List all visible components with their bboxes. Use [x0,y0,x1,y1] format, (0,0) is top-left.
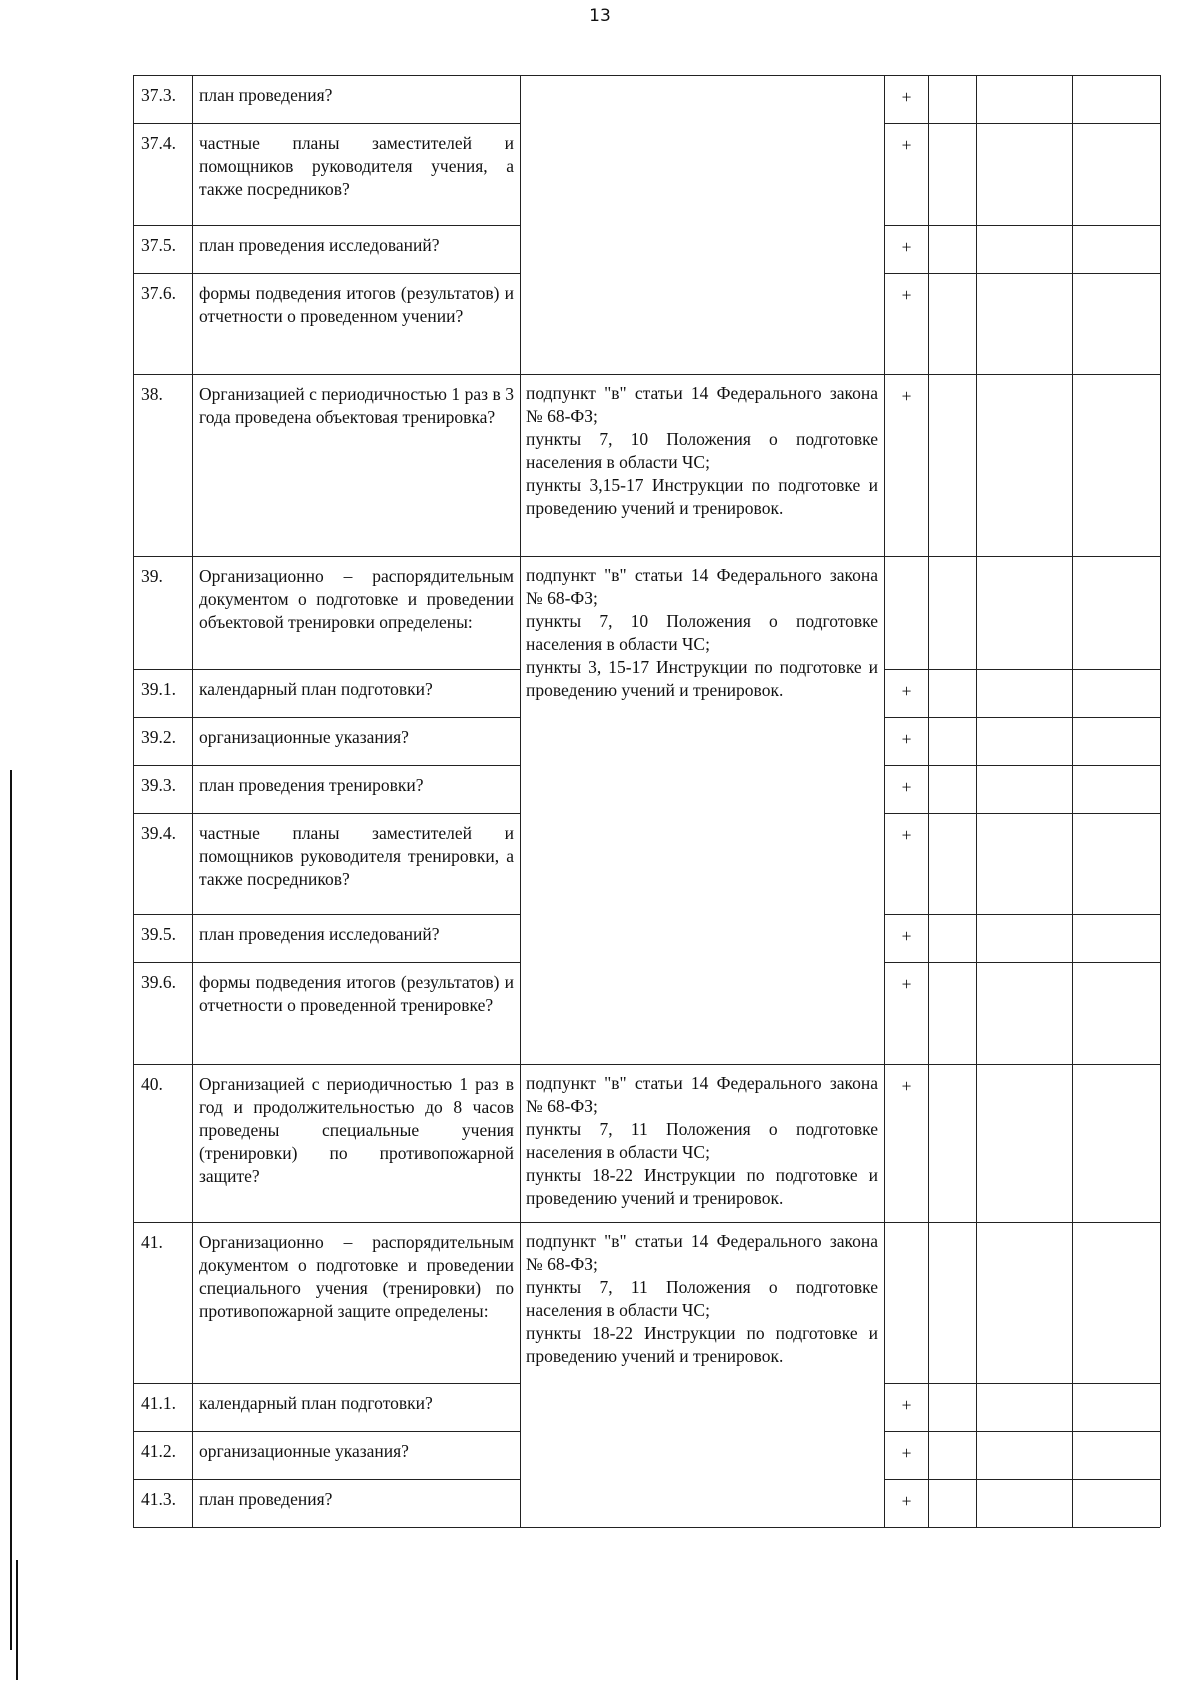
page-number: 13 [589,6,611,26]
row-question: частные планы заместителей и помощников руководителя тренировки, а также посредников? [192,813,520,914]
empty-cell [1072,273,1160,374]
legal-basis-line: подпункт "в" статьи 14 Федерального закона № 68-ФЗ; [526,1073,878,1116]
empty-cell [928,669,976,717]
empty-cell [976,1222,1072,1383]
legal-basis-text [526,1072,878,1210]
row-mark: + [884,1479,928,1527]
row-question: Организационно – распорядительным документом о подготовке и проведении специального учения (тренировки) по противопожарной защите определены: [192,1222,520,1383]
empty-cell [1072,1383,1160,1431]
legal-basis-line: пункты 7, 10 Положения о подготовке населения в области ЧС; [526,429,878,472]
legal-basis-line: подпункт "в" статьи 14 Федерального закона № 68-ФЗ; [526,565,878,608]
row-question: план проведения? [192,1479,520,1527]
empty-cell [976,914,1072,962]
empty-cell [928,765,976,813]
legal-basis-line: пункты 3, 15-17 Инструкции по подготовке и проведению учений и тренировок. [526,657,878,700]
legal-basis-line: подпункт "в" статьи 14 Федерального закона № 68-ФЗ; [526,1231,878,1274]
empty-cell [976,273,1072,374]
empty-cell [976,123,1072,225]
empty-cell [1072,1479,1160,1527]
empty-cell [1072,962,1160,1064]
empty-cell [928,962,976,1064]
basis-separator [520,1222,884,1223]
legal-basis-text [526,1230,878,1368]
empty-cell [1072,374,1160,556]
empty-cell [928,374,976,556]
basis-separator [520,75,884,76]
legal-basis-line: пункты 18-22 Инструкции по подготовке и проведению учений и тренировок. [526,1165,878,1208]
row-number: 37.3. [133,75,192,123]
legal-basis-text [526,564,878,702]
row-mark: + [884,1431,928,1479]
row-mark: + [884,669,928,717]
legal-basis-line: подпункт "в" статьи 14 Федерального закона № 68-ФЗ; [526,383,878,426]
empty-cell [928,556,976,669]
row-mark: + [884,765,928,813]
row-number: 41.2. [133,1431,192,1479]
row-number: 39. [133,556,192,669]
empty-cell [928,273,976,374]
row-mark: + [884,813,928,914]
row-mark: + [884,914,928,962]
row-mark: + [884,1064,928,1222]
empty-cell [928,813,976,914]
row-mark [884,556,928,669]
empty-cell [928,1064,976,1222]
empty-cell [928,123,976,225]
empty-cell [976,225,1072,273]
row-number: 39.3. [133,765,192,813]
row-question: план проведения исследований? [192,914,520,962]
row-mark: + [884,1383,928,1431]
empty-cell [976,1383,1072,1431]
empty-cell [1072,717,1160,765]
row-question: формы подведения итогов (результатов) и отчетности о проведенном учении? [192,273,520,374]
row-mark [884,1222,928,1383]
row-question: организационные указания? [192,717,520,765]
row-mark: + [884,225,928,273]
legal-basis-line: пункты 3,15-17 Инструкции по подготовке и проведению учений и тренировок. [526,475,878,518]
row-mark: + [884,962,928,1064]
empty-cell [928,75,976,123]
row-number: 37.6. [133,273,192,374]
empty-cell [1072,669,1160,717]
empty-cell [976,556,1072,669]
empty-cell [976,374,1072,556]
empty-cell [1072,813,1160,914]
table-bottom-border [133,1527,1160,1528]
row-question: Организацией с периодичностью 1 раз в 3 года проведена объектовая тренировка? [192,374,520,556]
row-question: формы подведения итогов (результатов) и отчетности о проведенной тренировке? [192,962,520,1064]
empty-cell [1072,556,1160,669]
scan-artifact-line [10,770,12,1650]
row-question: Организационно – распорядительным документом о подготовке и проведении объектовой тренировки определены: [192,556,520,669]
empty-cell [928,225,976,273]
basis-left-border [520,75,521,1527]
empty-cell [976,669,1072,717]
empty-cell [1072,75,1160,123]
row-number: 39.5. [133,914,192,962]
row-mark: + [884,273,928,374]
row-mark: + [884,374,928,556]
row-number: 38. [133,374,192,556]
empty-cell [976,813,1072,914]
row-number: 41. [133,1222,192,1383]
empty-cell [928,717,976,765]
empty-cell [928,1222,976,1383]
row-number: 37.4. [133,123,192,225]
row-question: Организацией с периодичностью 1 раз в год и продолжительностью до 8 часов проведены специальные учения (тренировки) по противопожарной защите? [192,1064,520,1222]
row-question: календарный план подготовки? [192,669,520,717]
row-mark: + [884,123,928,225]
empty-cell [976,75,1072,123]
row-question: план проведения исследований? [192,225,520,273]
basis-separator [520,556,884,557]
empty-cell [976,1431,1072,1479]
row-mark: + [884,75,928,123]
empty-cell [928,1383,976,1431]
basis-separator [520,374,884,375]
empty-cell [1072,1064,1160,1222]
empty-cell [976,1479,1072,1527]
row-number: 39.2. [133,717,192,765]
table-right-border [1160,75,1161,1527]
empty-cell [928,914,976,962]
empty-cell [928,1479,976,1527]
row-number: 40. [133,1064,192,1222]
empty-cell [1072,1222,1160,1383]
row-question: план проведения? [192,75,520,123]
empty-cell [1072,914,1160,962]
legal-basis-line: пункты 7, 11 Положения о подготовке населения в области ЧС; [526,1119,878,1162]
row-number: 39.6. [133,962,192,1064]
row-number: 39.4. [133,813,192,914]
basis-separator [520,1064,884,1065]
empty-cell [976,962,1072,1064]
scan-artifact-line [16,1560,18,1680]
empty-cell [1072,123,1160,225]
legal-basis-line: пункты 18-22 Инструкции по подготовке и проведению учений и тренировок. [526,1323,878,1366]
row-number: 41.1. [133,1383,192,1431]
empty-cell [976,1064,1072,1222]
legal-basis-line: пункты 7, 11 Положения о подготовке населения в области ЧС; [526,1277,878,1320]
empty-cell [976,765,1072,813]
legal-basis-line: пункты 7, 10 Положения о подготовке населения в области ЧС; [526,611,878,654]
row-number: 39.1. [133,669,192,717]
empty-cell [1072,765,1160,813]
empty-cell [1072,225,1160,273]
row-question: частные планы заместителей и помощников руководителя учения, а также посредников? [192,123,520,225]
empty-cell [928,1431,976,1479]
row-question: календарный план подготовки? [192,1383,520,1431]
row-mark: + [884,717,928,765]
row-question: план проведения тренировки? [192,765,520,813]
row-number: 37.5. [133,225,192,273]
row-number: 41.3. [133,1479,192,1527]
empty-cell [976,717,1072,765]
legal-basis-text [526,382,878,520]
row-question: организационные указания? [192,1431,520,1479]
empty-cell [1072,1431,1160,1479]
